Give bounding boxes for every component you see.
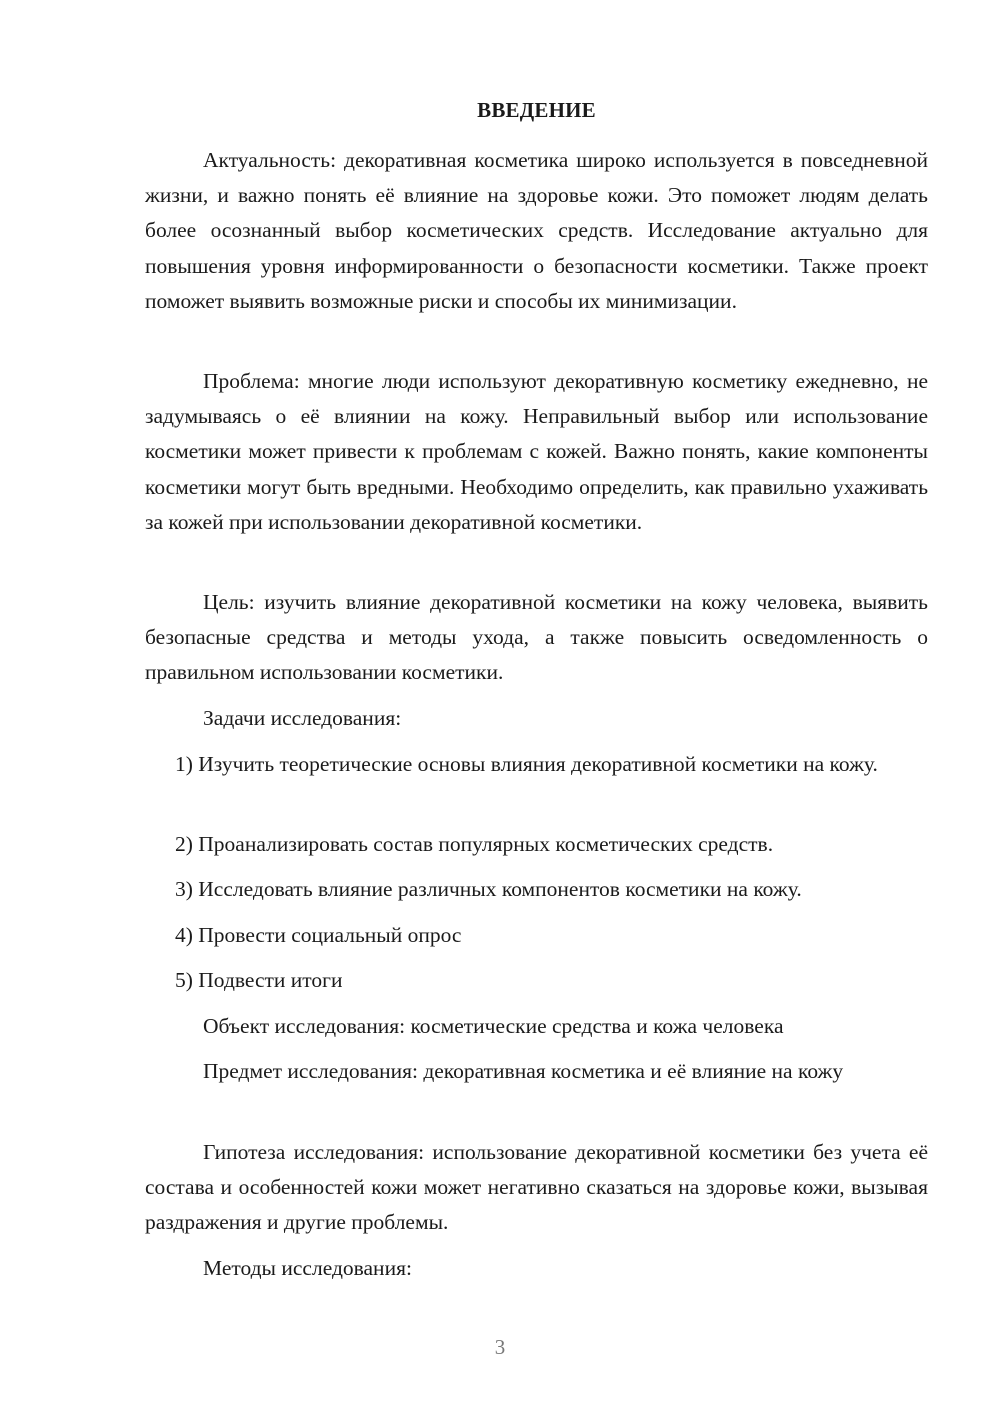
task-item-4: 4) Провести социальный опрос xyxy=(175,923,462,947)
paragraph-problem: Проблема: многие люди используют декоративную косметику ежедневно, не задумываясь о её влиянии на кожу. Неправильный выбор или использование косметики может привести к проблемам с кожей. Важно понять, какие компоненты косметики могут быть вредными. Необходимо определить, как правильно ухаживать за кожей при использовании декоративной косметики. xyxy=(145,369,928,534)
section-title: ВВЕДЕНИЕ xyxy=(477,98,596,122)
task-item-1: 1) Изучить теоретические основы влияния декоративной косметики на кожу. xyxy=(175,752,878,776)
page-number: 3 xyxy=(494,1335,506,1359)
task-item-3: 3) Исследовать влияние различных компонентов косметики на кожу. xyxy=(175,877,802,901)
methods-heading: Методы исследования: xyxy=(203,1256,412,1280)
paragraph-object: Объект исследования: косметические средства и кожа человека xyxy=(203,1014,784,1038)
paragraph-goal: Цель: изучить влияние декоративной косметики на кожу человека, выявить безопасные средства и методы ухода, а также повысить осведомленность о правильном использовании косметики. xyxy=(145,590,928,685)
tasks-heading: Задачи исследования: xyxy=(203,706,402,730)
task-item-2: 2) Проанализировать состав популярных косметических средств. xyxy=(175,832,774,856)
paragraph-subject: Предмет исследования: декоративная косметика и её влияние на кожу xyxy=(203,1059,844,1083)
paragraph-relevance: Актуальность: декоративная косметика широко используется в повседневной жизни, и важно понять её влияние на здоровье кожи. Это поможет людям делать более осознанный выбор косметических средств. Исследование актуально для повышения уровня информированности о безопасности косметики. Также проект поможет выявить возможные риски и способы их минимизации. xyxy=(145,148,928,313)
paragraph-hypothesis: Гипотеза исследования: использование декоративной косметики без учета её состава и особенностей кожи может негативно сказаться на здоровье кожи, вызывая раздражения и другие проблемы. xyxy=(145,1140,928,1235)
task-item-5: 5) Подвести итоги xyxy=(175,968,343,992)
